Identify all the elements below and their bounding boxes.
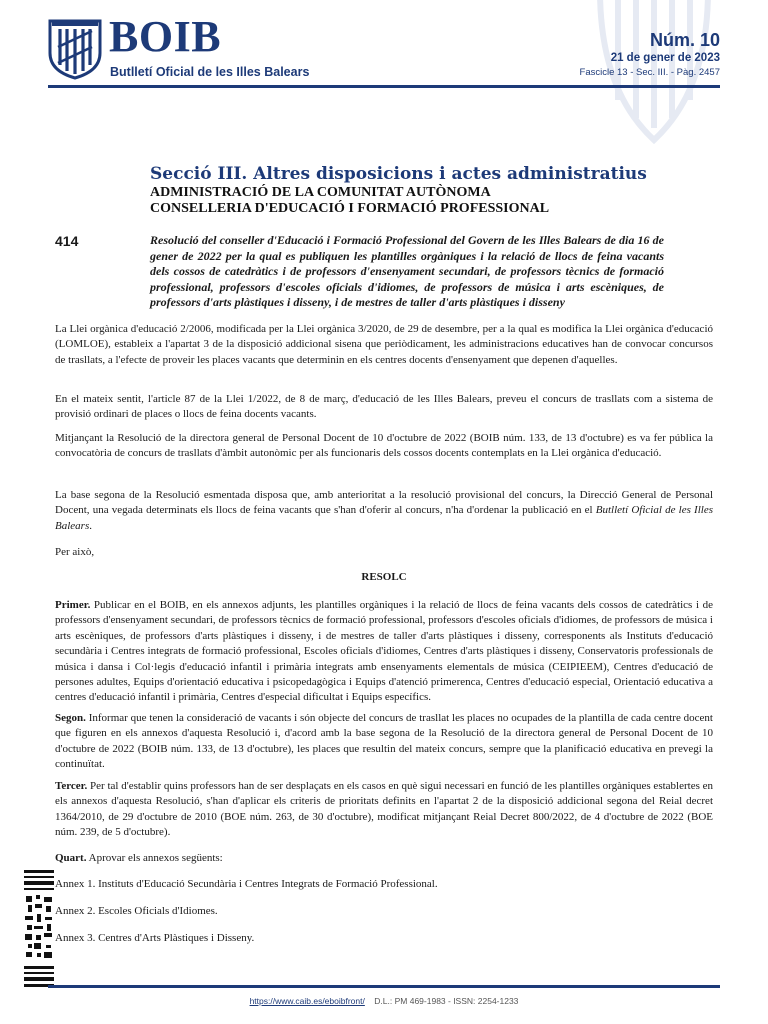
barcode-icon bbox=[24, 870, 54, 990]
annex-3: Annex 3. Centres d'Arts Plàstiques i Disseny. bbox=[55, 932, 255, 944]
bulletin-name: Butlletí Oficial de les Illes Balears bbox=[55, 504, 713, 532]
paragraph-4-end: . bbox=[89, 519, 92, 532]
clause-quart-text: Aprovar els annexos següents: bbox=[86, 852, 223, 864]
annex-1: Annex 1. Instituts d'Educació Secundària i Centres Integrats de Formació Professional. bbox=[55, 878, 438, 890]
paragraph-3: Mitjançant la Resolució de la directora general de Personal Docent de 10 d'octubre de 2022 (BOIB núm. 133, de 13 d'octubre) es va fer pública la convocatòria de concurs de trasllats d'àmbit autonòmic per als funcionaris dels cossos docents contemplats en la Llei orgànica d'educació. bbox=[55, 432, 713, 460]
paragraph-5: Per això, bbox=[55, 546, 95, 558]
clause-tercer-label: Tercer. bbox=[55, 780, 88, 792]
paragraph-1: La Llei orgànica d'educació 2/2006, modificada per la Llei orgànica 3/2020, de 29 de desembre, per a la qual es modifica la Llei orgànica d'educació (LOMLOE), estableix a l'apartat 3 de la disposició addicional sisena que periòdicament, les administracions educatives han de convocar concursos de trasllats, a l'efecte de proveir les places vacants que determinin en els centres docents d'ensenyament que depenen d'aquelles. bbox=[55, 323, 713, 366]
clause-tercer-text: Per tal d'establir quins professors han de ser desplaçats en els casos en què sigui necessari en funció de les plantilles orgàniques establertes en els annexos d'aquesta Resolució, s'han d'aplicar els criteris de prioritats definits en l'apartat 2 de la disposició addicional segona del Reial decret 1364/2010, de 29 d'octubre de 2010 (BOE núm. 263, de 30 d'octubre), modificat mitjançant Reial Decret 800/2022, de 4 d'octubre de 2022 (BOE núm. 239, de 5 d'octubre). bbox=[55, 780, 713, 839]
clause-quart bbox=[55, 851, 713, 866]
clause-segon bbox=[55, 711, 713, 773]
footer-link[interactable]: https://www.caib.es/eboibfront/ bbox=[249, 996, 365, 1006]
clause-primer bbox=[55, 598, 713, 706]
publication-title: BOIB bbox=[109, 12, 222, 61]
paragraph-4 bbox=[55, 488, 713, 534]
clause-segon-text: Informar que tenen la consideració de vacants i són objecte del concurs de trasllat les places no ocupades de la plantilla de cada centre docent que figuren en els annexos d'aquesta Resolució i, d'acord amb la base segona de la Resolució de la directora general de Personal Docent de 10 d'octubre de 2022 (BOIB núm. 133, de 13 d'octubre), les places que resultin del mateix concurs, sempre que la planificació educativa en prevegi la continuïtat. bbox=[55, 712, 713, 771]
footer bbox=[0, 996, 768, 1006]
header-divider bbox=[48, 85, 720, 88]
paragraph-4-text: La base segona de la Resolució esmentada disposa que, amb anterioritat a la resolució provisional del concurs, la Direcció General de Personal Docent, una vegada determinats els llocs de feina vacants que s'han d'oferir al concurs, n'ha d'ordenar la publicació en el bbox=[55, 489, 713, 517]
organization-line-1: ADMINISTRACIÓ DE LA COMUNITAT AUTÒNOMA bbox=[150, 185, 491, 200]
coat-of-arms-logo-icon bbox=[46, 17, 104, 80]
issue-date: 21 de gener de 2023 bbox=[610, 52, 720, 64]
watermark-logo-icon bbox=[540, 0, 768, 160]
footer-divider bbox=[48, 985, 720, 988]
publication-subtitle: Butlletí Oficial de les Illes Balears bbox=[110, 65, 310, 79]
clause-quart-label: Quart. bbox=[55, 852, 87, 864]
resolution-title: Resolució del conseller d'Educació i Formació Professional del Govern de les Illes Balears de dia 16 de gener de 2022 per la qual es publiquen les plantilles orgàniques i la relació de llocs de feina vacants dels cossos de catedràtics i de professors d'ensenyament secundari, de professors tècnics de formació professional, professors d'escoles oficials d'idiomes, de professors de música i arts escèniques, de professors d'arts plàstiques i disseny, i de mestres de taller d'arts plàstiques i disseny bbox=[150, 233, 664, 309]
paragraph-2: En el mateix sentit, l'article 87 de la Llei 1/2022, de 8 de març, d'educació de les Illes Balears, preveu el concurs de trasllats com a sistema de provisió ordinari de places o llocs de feina docents vacants. bbox=[55, 393, 713, 421]
organization-line-2: CONSELLERIA D'EDUCACIÓ I FORMACIÓ PROFESSIONAL bbox=[150, 201, 550, 216]
annex-2: Annex 2. Escoles Oficials d'Idiomes. bbox=[55, 905, 218, 917]
clause-tercer bbox=[55, 779, 713, 841]
clause-primer-text: Publicar en el BOIB, en els annexos adjunts, les plantilles orgàniques i la relació de llocs de feina vacants dels cossos de catedràtics i de professors d'ensenyament secundari, de professors tècnics de formació professional, professors d'escoles oficials d'idiomes, de professors de música i arts escèniques, de professors d'arts plàstiques i disseny, i de mestres de taller d'arts plàstiques i disseny, corresponents als Instituts d'educació secundària i Centres integrats de formació professional, Escoles oficials d'idiomes, Centres d'arts plàstiques i disseny, Conservatoris professionals de música i dansa i Col·legis d'educació infantil i primària integrats amb ensenyaments elementals de música (CEIPIEEM), Centres d'educació de persones adultes, Equips d'orientació educativa i psicopedagògica i Equips d'atenció primerenca, Centres d'educació especial, Orientació educativa a centres d'educació infantil i primària, Centres d'especial dificultat i Equips específics. bbox=[55, 599, 713, 704]
clause-segon-label: Segon. bbox=[55, 712, 86, 724]
issue-number: Núm. 10 bbox=[649, 30, 720, 50]
document-number: 414 bbox=[55, 233, 79, 249]
legal-deposit: D.L.: PM 469-1983 - ISSN: 2254-1233 bbox=[374, 996, 519, 1006]
fascicle-reference: Fascicle 13 - Sec. III. - Pàg. 2457 bbox=[579, 67, 720, 78]
resolc-heading: RESOLC bbox=[361, 571, 407, 583]
clause-primer-label: Primer. bbox=[55, 599, 91, 611]
section-title: Secció III. Altres disposicions i actes administratius bbox=[150, 164, 647, 184]
